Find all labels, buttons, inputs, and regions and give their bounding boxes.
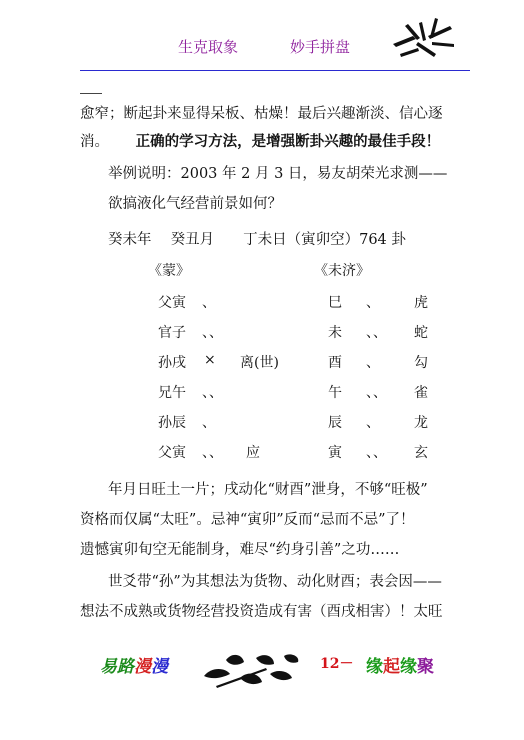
date-line: 癸未年 癸丑月 丁未日（寅卯空）764 卦 <box>108 232 406 248</box>
row-yao: 、、 <box>202 325 223 341</box>
row-right-label: 寅 <box>328 445 342 461</box>
footer-left-char: 路 <box>117 657 134 677</box>
row-beast: 虎 <box>414 295 428 311</box>
footer-motto-left <box>100 652 168 677</box>
header-dash <box>80 93 102 94</box>
row-right-label: 未 <box>328 325 342 341</box>
row-left-label: 官子 <box>158 325 186 341</box>
analysis-line-3: 遗憾寅卯旬空无能制身，难尽“约身引善”之功…… <box>80 542 400 558</box>
analysis-line-2: 资格而仅属“太旺”。忌神“寅卯”反而“忌而不忌”了！ <box>80 512 415 528</box>
footer-left-char: 漫 <box>151 657 168 677</box>
row-yao: 、、 <box>202 385 223 401</box>
leaves-decoration-icon <box>196 648 306 692</box>
gua-name-left: 《蒙》 <box>148 263 190 279</box>
row-left-label: 孙戌 <box>158 355 186 371</box>
row-beast: 雀 <box>414 385 428 401</box>
row-yao: 、、 <box>202 445 223 461</box>
analysis-line-1: 年月日旺土一片；戌动化“财酉”泄身，不够“旺极” <box>108 482 428 498</box>
row-mark: 离(世) <box>240 355 279 371</box>
header-title-left: 生克取象 <box>178 38 239 56</box>
row-right-yao: 、 <box>366 295 380 311</box>
paragraph-1-end: 消。 <box>80 134 109 150</box>
footer-right-char: 起 <box>383 657 400 677</box>
row-right-label: 午 <box>328 385 342 401</box>
row-mark: 应 <box>246 445 260 461</box>
footer-right-char: 缘 <box>366 657 383 677</box>
row-right-yao: 、、 <box>366 445 387 461</box>
gua-name-right: 《未济》 <box>314 263 370 279</box>
row-right-label: 辰 <box>328 415 342 431</box>
analysis-line-5: 想法不成熟或货物经营投资造成有害（酉戌相害）！太旺 <box>80 604 443 620</box>
paragraph-1-line-1: 愈窄；断起卦来显得呆板、枯燥！最后兴趣渐淡、信心逐 <box>80 106 443 122</box>
row-right-yao: 、 <box>366 415 380 431</box>
row-right-label: 巳 <box>328 295 342 311</box>
footer-motto-right <box>366 652 434 677</box>
bamboo-decoration-icon <box>388 14 458 64</box>
example-intro: 举例说明：2003 年 2 月 3 日，易友胡荣光求测—— <box>108 166 448 182</box>
header-divider <box>80 70 470 71</box>
row-left-label: 父寅 <box>158 295 186 311</box>
row-left-label: 孙辰 <box>158 415 186 431</box>
row-left-label: 父寅 <box>158 445 186 461</box>
footer-left-char: 漫 <box>134 657 151 677</box>
row-right-yao: 、 <box>366 355 380 371</box>
example-question: 欲搞液化气经营前景如何？ <box>108 196 282 212</box>
row-yao: 、 <box>202 295 216 311</box>
analysis-line-4: 世爻带“孙”为其想法为货物、动化财酉；表会因—— <box>108 574 442 590</box>
footer-right-char: 聚 <box>417 657 434 677</box>
footer-right-char: 缘 <box>400 657 417 677</box>
row-yao: × <box>204 352 216 368</box>
key-statement: 正确的学习方法，是增强断卦兴趣的最佳手段！ <box>135 133 441 150</box>
row-right-yao: 、、 <box>366 385 387 401</box>
row-right-yao: 、、 <box>366 325 387 341</box>
row-left-label: 兄午 <box>158 385 186 401</box>
row-beast: 龙 <box>414 415 428 431</box>
row-beast: 蛇 <box>414 325 428 341</box>
row-beast: 玄 <box>414 445 428 461</box>
row-right-label: 酉 <box>328 355 342 371</box>
paragraph-1-line-2 <box>80 130 475 154</box>
footer-left-char: 易 <box>100 657 117 677</box>
page-number: 12－ <box>320 656 354 672</box>
row-beast: 勾 <box>414 355 428 371</box>
header-title-right: 妙手拼盘 <box>290 38 351 56</box>
row-yao: 、 <box>202 415 216 431</box>
